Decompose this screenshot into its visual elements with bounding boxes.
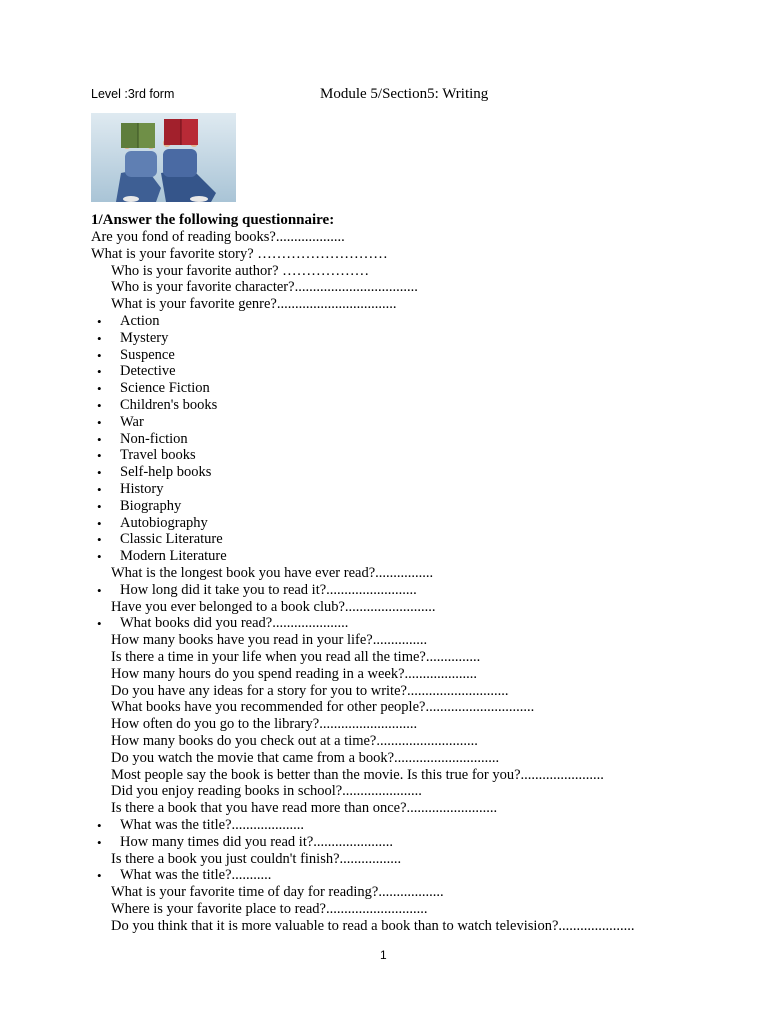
bullet-icon: • (97, 515, 102, 531)
page-number: 1 (380, 948, 387, 962)
question-line: Who is your favorite character?.................................. (111, 279, 418, 296)
bullet-icon: • (97, 868, 102, 884)
question-line: What is the longest book you have ever read?................ (111, 565, 434, 581)
genre-item: Suspence (120, 346, 175, 363)
bullet-icon: • (97, 465, 102, 481)
question-line: How many hours do you spend reading in a week?.................... (111, 665, 478, 682)
question-line: Have you ever belonged to a book club?......................... (111, 598, 436, 615)
question-line: Is there a book you just couldn't finish?................. (111, 850, 402, 867)
bullet-icon: • (97, 381, 102, 397)
question-line: Most people say the book is better than the movie. Is this true for you?....................... (111, 766, 604, 783)
question-line: Do you watch the movie that came from a book?............................. (111, 749, 500, 766)
bullet-icon: • (97, 347, 102, 363)
bullet-icon: • (97, 498, 102, 514)
bullet-icon: • (97, 431, 102, 447)
genre-item: Modern Literature (120, 548, 227, 565)
genre-item: Autobiography (120, 514, 208, 531)
genre-item: Mystery (120, 329, 169, 346)
question-line: How many times did you read it?...................... (120, 833, 394, 850)
bullet-icon: • (97, 398, 102, 413)
questionnaire-heading: 1/Answer the following questionnaire: (91, 212, 335, 228)
genre-item: Non-fiction (120, 430, 188, 447)
question-line: How many books do you check out at a time?............................ (111, 733, 478, 749)
genre-item: History (120, 481, 164, 497)
bullet-icon: • (97, 330, 102, 346)
bullet-icon: • (97, 414, 102, 430)
genre-item: War (120, 413, 144, 430)
bullet-icon: • (97, 364, 102, 380)
bullet-icon: • (97, 616, 102, 632)
question-line: Is there a time in your life when you read all the time?............... (111, 649, 481, 665)
question-line: How often do you go to the library?........................... (111, 716, 418, 733)
bullet-icon: • (97, 818, 102, 833)
genre-item: Biography (120, 497, 182, 514)
question-line: Who is your favorite author? ……………… (111, 262, 370, 279)
bullet-icon: • (97, 448, 102, 464)
question-line: Did you enjoy reading books in school?...................... (111, 783, 422, 800)
question-line: What books have you recommended for other people?.............................. (111, 699, 535, 716)
question-line: What was the title?........... (120, 867, 272, 884)
question-line: Do you have any ideas for a story for you to write?............................ (111, 682, 509, 699)
genre-item: Travel books (120, 447, 196, 464)
question-line: How many books have you read in your life?............... (111, 632, 428, 649)
genre-item: Science Fiction (120, 380, 210, 397)
bullet-icon: • (97, 532, 102, 548)
bullet-icon: • (97, 582, 102, 598)
question-line: Where is your favorite place to read?............................ (111, 901, 428, 917)
question-line: How long did it take you to read it?......................... (120, 581, 417, 598)
question-line: What is your favorite time of day for reading?.................. (111, 884, 444, 901)
level-label: Level :3rd form (91, 87, 175, 101)
question-line: What was the title?.................... (120, 817, 305, 833)
bullet-icon: • (97, 549, 102, 565)
bullet-icon: • (97, 314, 102, 329)
question-line: What books did you read?..................... (120, 615, 349, 632)
reading-kids-photo (91, 113, 236, 202)
genre-item: Detective (120, 363, 176, 380)
bullet-icon: • (97, 834, 102, 850)
question-line: Is there a book that you have read more than once?......................... (111, 800, 498, 817)
genre-item: Self-help books (120, 464, 212, 481)
question-line: What is your favorite story? ……………………… (91, 245, 388, 262)
genre-item: Classic Literature (120, 531, 223, 548)
question-line: Are you fond of reading books?................... (91, 229, 345, 245)
module-title: Module 5/Section5: Writing (320, 86, 489, 102)
question-line: Do you think that it is more valuable to read a book than to watch television?..................... (111, 917, 635, 934)
bullet-icon: • (97, 482, 102, 497)
question-line: What is your favorite genre?................................. (111, 296, 397, 313)
genre-item: Children's books (120, 397, 218, 413)
genre-item: Action (120, 313, 160, 329)
